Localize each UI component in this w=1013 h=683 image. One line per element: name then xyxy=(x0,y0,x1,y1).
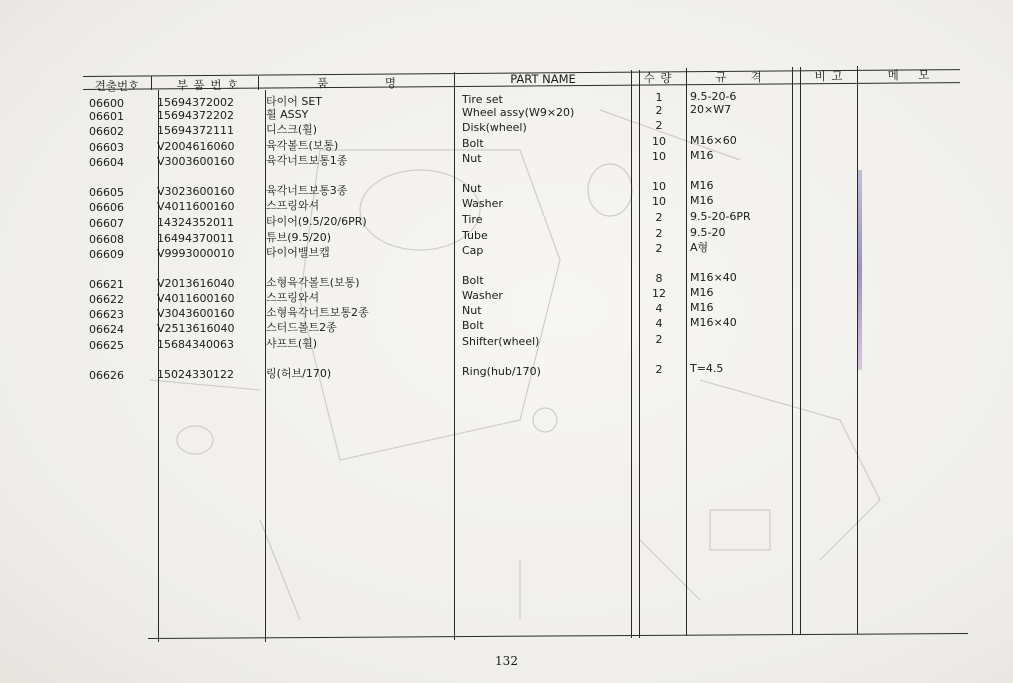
item-no-cell: 06624 xyxy=(89,323,124,336)
item-no-cell: 06621 xyxy=(89,278,124,291)
qty-cell: 12 xyxy=(652,287,666,300)
scan-color-artifact xyxy=(858,170,862,370)
name-kr-cell: 타이어 SET xyxy=(266,95,323,108)
spec-cell: T=4.5 xyxy=(690,362,724,375)
header-name-kr: 품 명 xyxy=(316,76,398,90)
spec-cell: M16×60 xyxy=(690,134,737,147)
header-spec: 규 격 xyxy=(715,70,763,84)
name-kr-cell: 튜브(9.5/20) xyxy=(266,231,332,244)
qty-cell: 1 xyxy=(655,91,663,104)
part-name-cell: Bolt xyxy=(462,274,484,287)
name-kr-cell: 육각너트보통3종 xyxy=(266,184,348,197)
qty-cell: 2 xyxy=(655,104,663,117)
part-name-cell: Shifter(wheel) xyxy=(462,335,540,348)
name-kr-cell: 육각너트보통1종 xyxy=(266,154,348,167)
name-kr-cell: 소형육각볼트(보통) xyxy=(266,276,360,289)
col-sep-9 xyxy=(792,67,793,635)
part-no-cell: V4011600160 xyxy=(157,200,235,213)
part-name-cell: Tube xyxy=(462,229,488,242)
name-kr-cell: 스터드볼트2종 xyxy=(266,321,337,334)
qty-cell: 2 xyxy=(655,119,663,132)
qty-cell: 10 xyxy=(652,180,666,193)
part-no-cell: V2004616060 xyxy=(157,140,235,153)
qty-cell: 8 xyxy=(655,272,663,285)
item-no-cell: 06609 xyxy=(89,248,124,261)
header-part-no: 부 품 번 호 xyxy=(176,78,240,92)
part-no-cell: V2013616040 xyxy=(157,277,235,290)
item-no-cell: 06603 xyxy=(89,141,124,154)
qty-cell: 10 xyxy=(652,195,666,208)
spec-cell: M16×40 xyxy=(690,271,737,284)
qty-cell: 2 xyxy=(655,242,663,255)
qty-cell: 10 xyxy=(652,150,666,163)
col-sep-4 xyxy=(265,90,266,642)
page-number: 132 xyxy=(495,654,518,668)
part-name-cell: Tire xyxy=(462,213,483,226)
spec-cell: 9.5-20-6 xyxy=(690,90,737,103)
name-kr-cell: 링(허브/170) xyxy=(266,367,332,380)
name-kr-cell: 타이어밸브캡 xyxy=(266,246,330,259)
item-no-cell: 06604 xyxy=(89,156,124,169)
spec-cell: M16 xyxy=(690,301,714,314)
name-kr-cell: 휠 ASSY xyxy=(266,108,309,121)
part-no-cell: V3043600160 xyxy=(157,307,235,320)
part-no-cell: V4011600160 xyxy=(157,292,235,305)
col-sep-10 xyxy=(800,67,801,635)
item-no-cell: 06601 xyxy=(89,110,124,123)
qty-cell: 2 xyxy=(655,333,663,346)
header-item-no: 견출번호 xyxy=(94,79,140,93)
name-kr-cell: 소형육각너트보통2종 xyxy=(266,306,369,319)
part-name-cell: Cap xyxy=(462,244,484,257)
part-no-cell: 15694372111 xyxy=(157,124,234,137)
part-no-cell: 15694372002 xyxy=(157,96,234,109)
item-no-cell: 06608 xyxy=(89,233,124,246)
qty-cell: 2 xyxy=(655,363,663,376)
col-sep-8 xyxy=(686,68,687,636)
spec-cell: 9.5-20-6PR xyxy=(690,210,751,223)
part-no-cell: 15694372202 xyxy=(157,109,234,122)
qty-cell: 2 xyxy=(655,227,663,240)
spec-cell: 9.5-20 xyxy=(690,226,726,239)
item-no-cell: 06607 xyxy=(89,217,124,230)
spec-cell: M16 xyxy=(690,149,714,162)
part-name-cell: Nut xyxy=(462,152,482,165)
header-part-name: PART NAME xyxy=(510,72,576,86)
item-no-cell: 06625 xyxy=(89,339,124,352)
spec-cell: M16×40 xyxy=(690,316,737,329)
part-no-cell: V3023600160 xyxy=(157,185,235,198)
part-name-cell: Nut xyxy=(462,304,482,317)
part-no-cell: V2513616040 xyxy=(157,322,235,335)
part-no-cell: 15684340063 xyxy=(157,338,234,351)
part-no-cell: 16494370011 xyxy=(157,232,234,245)
part-name-cell: Tire set xyxy=(462,93,503,106)
part-no-cell: 15024330122 xyxy=(157,368,234,381)
name-kr-cell: 스프링와셔 xyxy=(266,199,320,212)
item-no-cell: 06600 xyxy=(89,97,124,110)
part-name-cell: Washer xyxy=(462,289,503,302)
item-no-cell: 06622 xyxy=(89,293,124,306)
part-name-cell: Bolt xyxy=(462,137,484,150)
spec-cell: M16 xyxy=(690,179,714,192)
part-no-cell: V9993000010 xyxy=(157,247,235,260)
header-qty: 수 량 xyxy=(643,71,673,85)
name-kr-cell: 타이어(9.5/20/6PR) xyxy=(266,215,367,228)
spec-cell: A형 xyxy=(690,241,709,254)
part-no-cell: V3003600160 xyxy=(157,155,235,168)
part-name-cell: Ring(hub/170) xyxy=(462,365,541,378)
col-sep-1 xyxy=(151,76,152,90)
qty-cell: 10 xyxy=(652,135,666,148)
part-name-cell: Nut xyxy=(462,182,482,195)
item-no-cell: 06606 xyxy=(89,201,124,214)
part-no-cell: 14324352011 xyxy=(157,216,234,229)
item-no-cell: 06605 xyxy=(89,186,124,199)
part-name-cell: Bolt xyxy=(462,319,484,332)
name-kr-cell: 디스크(휠) xyxy=(266,123,318,136)
name-kr-cell: 육각볼트(보통) xyxy=(266,139,339,152)
spec-cell: M16 xyxy=(690,286,714,299)
header-remark: 비 고 xyxy=(814,69,844,83)
col-sep-5 xyxy=(454,72,455,640)
name-kr-cell: 샤프트(휠) xyxy=(266,337,318,350)
col-sep-6 xyxy=(631,70,632,638)
item-no-cell: 06626 xyxy=(89,369,124,382)
part-name-cell: Disk(wheel) xyxy=(462,121,527,134)
col-sep-3 xyxy=(258,76,259,90)
item-no-cell: 06623 xyxy=(89,308,124,321)
qty-cell: 4 xyxy=(655,302,663,315)
header-memo: 메 모 xyxy=(887,68,931,82)
qty-cell: 2 xyxy=(655,211,663,224)
name-kr-cell: 스프링와셔 xyxy=(266,291,320,304)
spec-cell: M16 xyxy=(690,194,714,207)
qty-cell: 4 xyxy=(655,317,663,330)
item-no-cell: 06602 xyxy=(89,125,124,138)
part-name-cell: Wheel assy(W9×20) xyxy=(462,106,575,119)
part-name-cell: Washer xyxy=(462,197,503,210)
col-sep-2 xyxy=(158,90,159,642)
spec-cell: 20×W7 xyxy=(690,103,732,116)
